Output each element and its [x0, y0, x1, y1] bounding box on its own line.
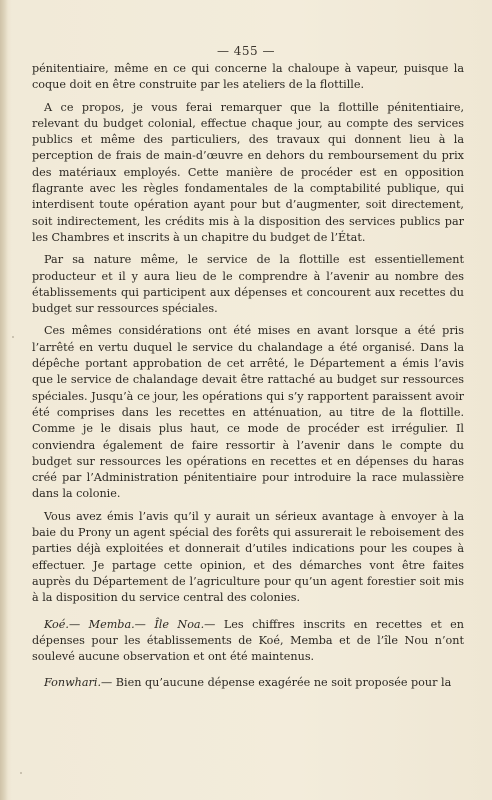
paper-speck: [12, 336, 14, 338]
page-gutter-shadow: [0, 0, 8, 800]
section-heading-koe-memba-noa: Koé.— Memba.— Île Noa.—: [44, 617, 216, 631]
section-heading-fonwhari: Fonwhari.—: [44, 676, 113, 690]
paragraph-1: pénitentiaire, même en ce qui concerne la chaloupe à vapeur, puisque la coque doit en être construite par les ateliers de la flottille.: [32, 62, 464, 92]
paragraph-3: Par sa nature même, le service de la flottille est essentiellement producteur et il y aura lieu de le comprendre à l’avenir au nombre des établissements qui participent aux dépenses et concourent aux recettes du budget sur ressources spéciales.: [32, 253, 464, 316]
paper-speck: [20, 772, 22, 774]
paragraph-5: Vous avez émis l’avis qu’il y aurait un sérieux avantage à envoyer à la baie du Prony un agent spécial des forêts qui assurerait le reboisement des parties déjà exploitées et donnerait d’utiles indications pour les coupes à effectuer. Je partage cette opinion, et des démarches vont être faites auprès du Département de l’agriculture pour qu’un agent forestier soit mis à la disposition du service central des colonies.: [32, 509, 464, 605]
page-number: — 455 —: [216, 44, 276, 58]
paragraph-6: [32, 617, 464, 666]
paragraph-7-text: Bien qu’aucune dépense exagérée ne soit proposée pour la: [112, 676, 452, 690]
paragraph-2: A ce propos, je vous ferai remarquer que la flottille pénitentiaire, relevant du budget colonial, effectue chaque jour, au compte des services publics et même des particuliers, des travaux qui donnent lieu à la perception de frais de main-d’œuvre en dehors du remboursement du prix des matériaux employés. Cette manière de procéder est en opposition flagrante avec les règles fondamentales de la comptabilité publique, qui interdisent toute opération ayant pour but d’augmenter, soit directement, soit indirectement, les crédits mis à la disposition des services publics par les Chambres et inscrits à un chapitre du budget de l’État.: [32, 100, 464, 244]
paragraph-6-text: Les chiffres inscrits en recettes et en dépenses pour les établissements de Koé, Memba et de l’île Nou n’ont soulevé aucune observation et ont été maintenus.: [32, 617, 464, 664]
page-body: [32, 61, 464, 698]
paragraph-7: [32, 675, 464, 691]
paragraph-4: Ces mêmes considérations ont été mises en avant lorsque a été pris l’arrêté en vertu duquel le service du chalandage a été organisé. Dans la dépêche portant approbation de cet arrêté, le Département a émis l’avis que le service de chalandage devait être rattaché au budget sur ressources spéciales. Jusqu’à ce jour, les opérations qui s’y rapportent paraissent avoir été comprises dans les recettes en atténuation, au titre de la flottille. Comme je le disais plus haut, ce mode de procéder est irrégulier. Il conviendra également de faire ressortir à l’avenir dans le compte du budget sur ressources les opérations en recettes et en dépenses du haras créé par l’Administration pénitentiaire pour introduire la race mulassière dans la colonie.: [32, 324, 464, 501]
